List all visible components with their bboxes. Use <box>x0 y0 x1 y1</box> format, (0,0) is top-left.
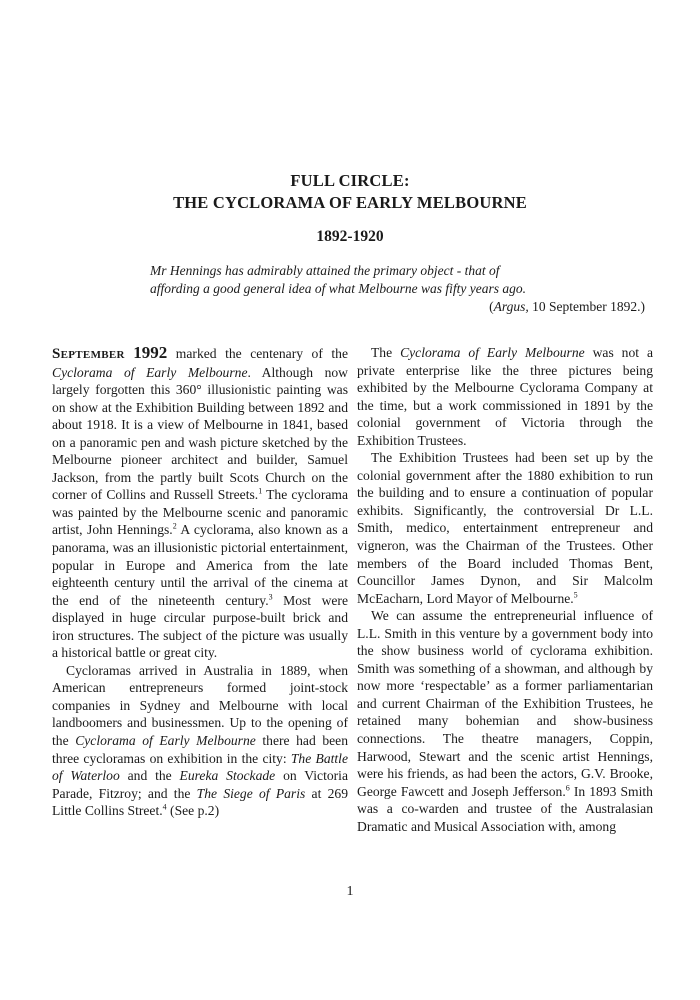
epigraph-source <box>150 298 645 316</box>
text-run: Cycloramas arrived in Australia in 1889, when American entrepreneurs formed joint-stock companies in Sydney and Melbourne with local landboomers and businessmen. Up to the opening of the <box>52 662 348 749</box>
text-run: marked the centenary of the <box>167 346 348 361</box>
text-run: on Victoria Parade, Fitzroy; and the <box>52 768 348 801</box>
italic-title: Eureka Stockade <box>179 768 276 784</box>
text-run: In 1893 Smith was a co-warden and trustee of the Australasian Dramatic and Musical Association with, among <box>357 783 653 834</box>
right-column <box>357 344 653 835</box>
text-run: was not a private enterprise like the three pictures being exhibited by the Melbourne Cyclorama Company at the time, but a work commissioned in 1891 by the colonial government of Victoria through the Exhibition Trustees. <box>357 345 653 448</box>
text-run: A cyclorama, also known as a panorama, was an illusionistic pictorial entertainment, popular in Europe and America from the late eighteenth century until the arrival of the cinema at the end of the nineteenth century. <box>52 522 348 608</box>
lead-word: September <box>52 346 125 362</box>
title-line-2: THE CYCLORAMA OF EARLY MELBOURNE <box>173 193 527 212</box>
italic-title: Cyclorama of Early Melbourne <box>400 345 585 360</box>
text-run: We can assume the entrepreneurial influence of L.L. Smith in this venture by a government body into the show business world of cyclorama exhibition. Smith was something of a showman, and although by now more ‘respectable’ as a former parliamentarian and current Chairman of the Exhibition Trustees, he retained many bohemian and show-business connections. The theatre managers, Coppin, Harwood, Stewart and the scenic artist Hennings, were his friends, as had been the actors, G.V. Brooke, George Fawcett and Joseph Jefferson. <box>357 608 653 799</box>
text-run: there had been three cycloramas on exhibition in the city: <box>52 733 349 766</box>
text-run: (See p.2) <box>166 803 220 819</box>
footnote-ref: 4 <box>162 802 167 812</box>
text-run: and the <box>119 768 180 784</box>
paragraph <box>357 449 653 607</box>
footnote-ref: 2 <box>172 521 177 531</box>
article-title <box>0 170 700 214</box>
italic-title: The Battle of Waterloo <box>52 750 348 784</box>
title-line-1: FULL CIRCLE: <box>290 171 410 190</box>
text-run: . Although now largely forgotten this 360° illusionistic painting was on show at the Exhibition Building between 1892 and about 1918. It is a view of Melbourne in 1841, based on a panoramic pen and wash picture sketched by the Melbourne pioneer architect and builder, Samuel Jackson, from the partly built Scots Church on the corner of Collins and Russell Streets. <box>52 364 348 503</box>
italic-title: Cyclorama of Early Melbourne <box>52 364 248 380</box>
paragraph <box>52 662 348 820</box>
footnote-ref: 1 <box>258 486 263 496</box>
page-number: 1 <box>346 884 354 899</box>
italic-title: Cyclorama of Early Melbourne <box>75 733 256 749</box>
paragraph <box>357 607 653 835</box>
lead-year: 1992 <box>133 343 168 362</box>
footnote-ref: 5 <box>573 590 578 600</box>
epigraph-line-2: affording a good general idea of what Melbourne was fifty years ago. <box>150 281 526 296</box>
epigraph-source-date: 10 September 1892.) <box>528 299 645 314</box>
text-run: The Exhibition Trustees had been set up by the colonial government after the 1880 exhibition to run the building and to ensure a continuation of popular exhibits. Significantly, the controversial Dr L.L. Smith, medico, entertainment entrepreneur and vigneron, was the Chairman of the Trustees. Other members of the Board included Thomas Bent, Councillor James Dynon, and Sir Malcolm McEacharn, Lord Mayor of Melbourne. <box>357 450 653 606</box>
text-run: at 269 Little Collins Street. <box>52 785 348 819</box>
text-run: The <box>371 345 401 360</box>
epigraph-source-publication: Argus, <box>493 299 529 314</box>
epigraph-line-1: Mr Hennings has admirably attained the primary object - that of <box>150 263 500 278</box>
italic-title: The Siege of Paris <box>196 785 306 801</box>
footnote-ref: 6 <box>565 783 570 793</box>
paragraph <box>52 344 348 662</box>
paragraph <box>357 344 653 449</box>
epigraph <box>150 262 645 316</box>
text-run: Most were displayed in huge circular purpose-built brick and iron structures. The subject of the picture was usually a historical battle or great city. <box>52 592 348 661</box>
left-column <box>52 344 348 820</box>
epigraph-source-open: ( <box>489 299 494 314</box>
footnote-ref: 3 <box>268 592 273 602</box>
text-run: The cyclorama was painted by the Melbourne scenic and panoramic artist, John Hennings. <box>52 487 349 538</box>
date-range: 1892-1920 <box>316 228 384 245</box>
